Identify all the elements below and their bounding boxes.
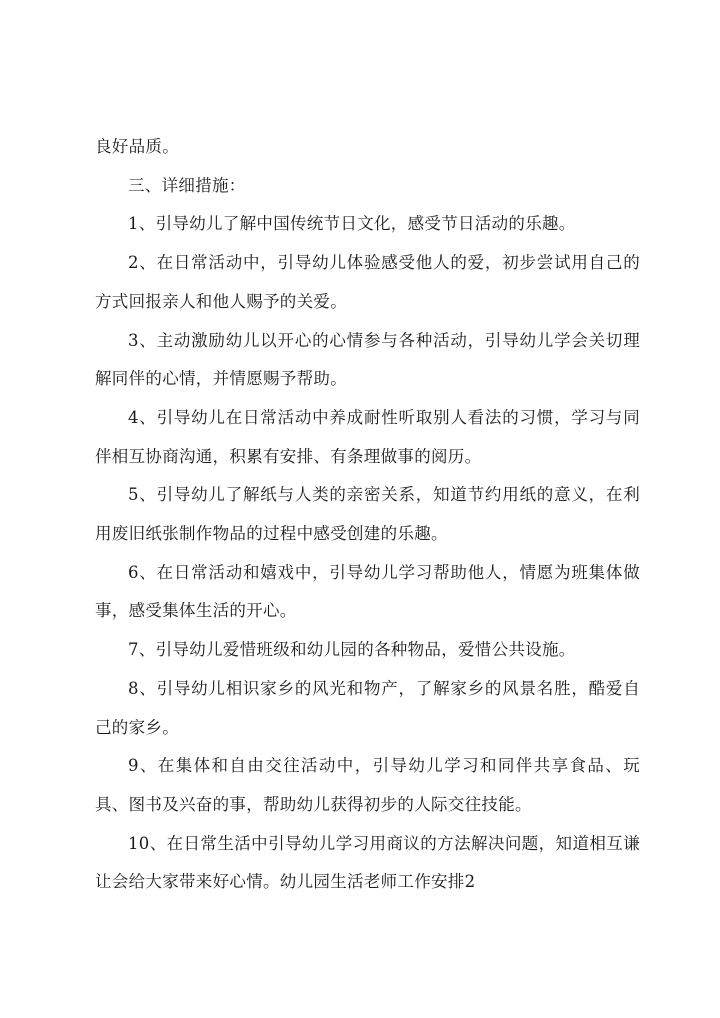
measure-item-4: 4、引导幼儿在日常活动中养成耐性听取别人看法的习惯，学习与同伴相互协商沟通，积累有安排、有条理做事的阅历。 [95, 407, 640, 466]
section-heading: 三、详细措施： [128, 175, 246, 195]
measure-item-9: 9、在集体和自由交往活动中，引导幼儿学习和同伴共享食品、玩具、图书及兴奋的事，帮助幼儿获得初步的人际交往技能。 [95, 756, 640, 814]
document-body [95, 128, 640, 902]
measure-item-6: 6、在日常活动和嬉戏中，引导幼儿学习帮助他人，情愿为班集体做事，感受集体生活的开心。 [95, 562, 640, 621]
paragraph-continuation: 良好品质。 [95, 137, 179, 156]
measure-item-10: 10、在日常生活中引导幼儿学习用商议的方法解决问题，知道相互谦让会给大家带来好心情。幼儿园生活老师工作安排2 [95, 833, 640, 892]
measure-item-3: 3、主动激励幼儿以开心的心情参与各种活动，引导幼儿学会关切理解同伴的心情，并情愿赐予帮助。 [95, 330, 640, 389]
measure-item-5: 5、引导幼儿了解纸与人类的亲密关系，知道节约用纸的意义，在利用废旧纸张制作物品的过程中感受创建的乐趣。 [95, 485, 640, 544]
measure-item-7: 7、引导幼儿爱惜班级和幼儿园的各种物品，爱惜公共设施。 [128, 640, 576, 660]
measure-item-1: 1、引导幼儿了解中国传统节日文化，感受节日活动的乐趣。 [128, 214, 576, 234]
measure-item-8: 8、引导幼儿相识家乡的风光和物产，了解家乡的风景名胜，酷爱自己的家乡。 [95, 678, 640, 737]
measure-item-2: 2、在日常活动中，引导幼儿体验感受他人的爱，初步尝试用自己的方式回报亲人和他人赐予的关爱。 [95, 253, 640, 311]
